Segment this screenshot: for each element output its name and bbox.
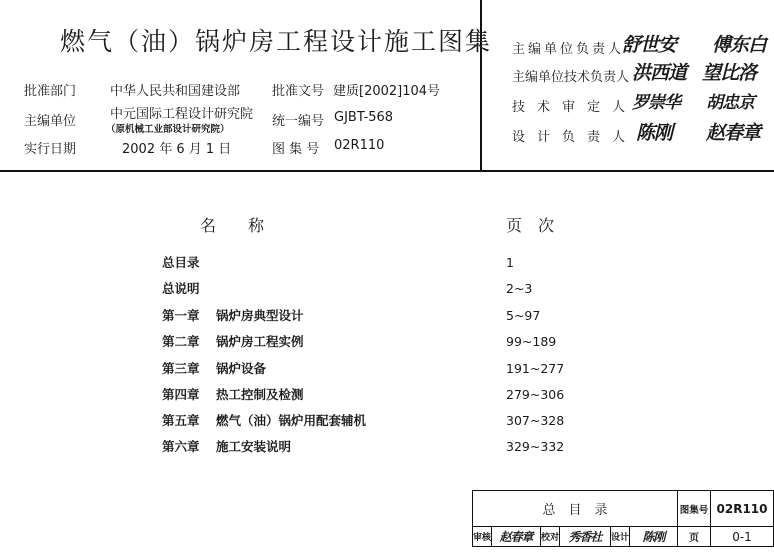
title-block <box>472 490 774 547</box>
toc-chapter: 第三章 <box>162 361 200 376</box>
toc-chapter: 第四章 <box>162 387 200 402</box>
effective-date: 2002 年 6 月 1 日 <box>122 142 232 157</box>
toc-item-pages: 1 <box>506 255 514 270</box>
atlas-no: 02R110 <box>334 138 385 153</box>
approval-doc: 建质[2002]104号 <box>333 84 441 99</box>
signature-tech-chief-2: 望比洛 <box>702 62 757 84</box>
toc-header-name: 名 称 <box>200 216 265 235</box>
signature-reviewer-2: 胡忠京 <box>706 93 754 113</box>
header-divider-horizontal <box>0 170 774 172</box>
toc-item-pages: 279~306 <box>506 387 565 402</box>
toc-item-pages: 191~277 <box>506 361 565 376</box>
toc-chapter: 第六章 <box>162 439 200 454</box>
toc-chapter: 第五章 <box>162 413 200 428</box>
editor-unit-label: 主编单位 <box>24 114 77 129</box>
toc-item-pages: 2~3 <box>506 281 533 296</box>
signature-reviewer-1: 罗崇华 <box>632 93 680 113</box>
page-label: 页 <box>678 527 711 547</box>
signature-chief-2: 傅东白 <box>712 34 767 56</box>
signature-designer-1: 陈刚 <box>636 122 673 144</box>
page-number: 0-1 <box>711 527 774 547</box>
approval-doc-label: 批准文号 <box>272 84 325 99</box>
resp-label-designer: 设计负责人 <box>512 130 638 145</box>
signature-chief-1: 舒世安 <box>622 34 677 56</box>
toc-item-pages: 5~97 <box>506 308 541 323</box>
check-label: 校对 <box>541 527 560 547</box>
design-label: 设计 <box>611 527 630 547</box>
check-signature: 秀香社 <box>560 527 611 547</box>
editor-unit-note: （原机械工业部设计研究院） <box>106 124 230 135</box>
atlas-no-cell: 02R110 <box>711 491 774 527</box>
toc-item-name: 总目录 <box>162 255 200 270</box>
toc-item-name: 燃气（油）锅炉用配套辅机 <box>216 413 367 428</box>
toc-item-name: 热工控制及检测 <box>216 387 304 402</box>
approval-dept: 中华人民共和国建设部 <box>110 84 241 99</box>
atlas-no-label: 图 集 号 <box>272 142 320 157</box>
resp-label-chief: 主编单位负责人 <box>512 42 625 57</box>
toc-header-page: 页 次 <box>506 216 555 235</box>
effective-date-label: 实行日期 <box>24 142 77 157</box>
atlas-title: 燃气（油）锅炉房工程设计施工图集 <box>60 27 493 56</box>
toc-item-name: 锅炉房工程实例 <box>216 334 304 349</box>
toc-item-name: 锅炉设备 <box>216 361 267 376</box>
resp-label-reviewer: 技术审定人 <box>512 100 638 115</box>
toc-item-name: 锅炉房典型设计 <box>216 308 304 323</box>
atlas-no-label-cell: 图集号 <box>678 491 711 527</box>
editor-unit: 中元国际工程设计研究院 <box>110 107 254 122</box>
sheet-title: 总 目 录 <box>473 491 678 527</box>
toc-item-pages: 329~332 <box>506 439 565 454</box>
review-signature: 赵春章 <box>492 527 541 547</box>
toc-item-pages: 99~189 <box>506 334 557 349</box>
signature-tech-chief-1: 洪西道 <box>632 62 687 84</box>
toc-item-pages: 307~328 <box>506 413 565 428</box>
signature-designer-2: 赵春章 <box>706 122 761 144</box>
review-label: 审核 <box>473 527 492 547</box>
toc-item-name: 施工安装说明 <box>216 439 292 454</box>
unified-no: GJBT-568 <box>334 110 394 125</box>
toc-chapter: 第二章 <box>162 334 200 349</box>
toc-chapter: 第一章 <box>162 308 200 323</box>
design-signature: 陈刚 <box>630 527 678 547</box>
unified-no-label: 统一编号 <box>272 114 325 129</box>
toc-item-name: 总说明 <box>162 281 200 296</box>
approval-dept-label: 批准部门 <box>24 84 77 99</box>
resp-label-tech-chief: 主编单位技术负责人 <box>512 70 630 85</box>
